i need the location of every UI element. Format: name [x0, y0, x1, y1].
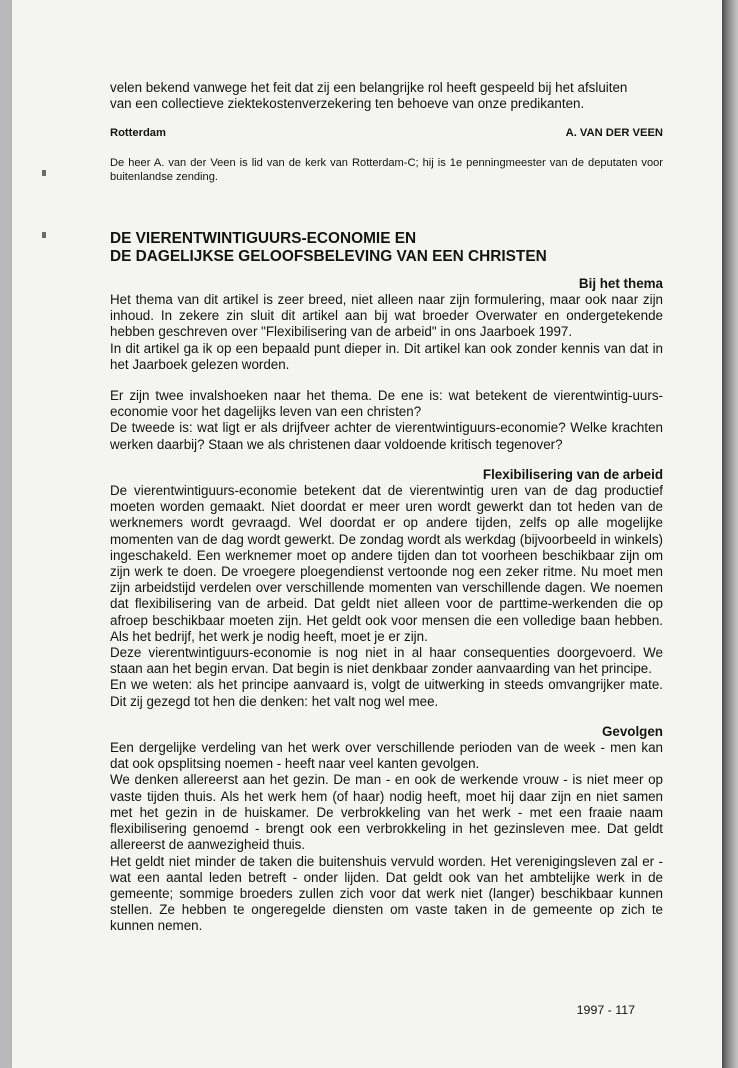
scan-edge	[722, 0, 738, 1068]
article-title-line: DE VIERENTWINTIGUURS-ECONOMIE EN	[110, 229, 417, 247]
paragraph: Het thema van dit artikel is zeer breed, niet alleen naar zijn formulering, maar ook naar zijn inhoud. In zekere zin sluit dit artikel aan bij wat broeder Overwater en ondergetekende hebben geschreven over "Flexibilisering van de arbeid" in ons Jaarboek 1997.	[110, 292, 663, 340]
document-page	[12, 0, 722, 1068]
signature-row	[110, 125, 663, 141]
paragraph: De tweede is: wat ligt er als drijfveer achter de vierentwintiguurs-economie? Welke krachten werken daarbij? Staan we als christenen daar voldoende kritisch tegenover?	[110, 420, 663, 452]
section-heading: Gevolgen	[601, 723, 663, 739]
article-title-line: DE DAGELIJKSE GELOOFSBELEVING VAN EEN CHRISTEN	[110, 248, 547, 266]
section-heading: Bij het thema	[578, 275, 663, 291]
paragraph: Het geldt niet minder de taken die buitenshuis vervuld worden. Het verenigingsleven zal er - wat een aantal leden betreft - onder lijden. Dat geldt ook van het ambtelijke werk in de gemeente; sommige broeders zullen zich voor dat werk niet (langer) beschikbaar kunnen stellen. Ze hebben te ongeregelde diensten om vaste taken in de gemeente op zich te kunnen nemen.	[110, 853, 663, 934]
intro-line: van een collectieve ziektekostenverzekering ten behoeve van onze predikanten.	[110, 96, 585, 112]
article-title	[110, 230, 663, 267]
paragraph: De vierentwintiguurs-economie betekent dat de vierentwintig uren van de dag productief moeten worden gemaakt. Niet doordat er meer uren wordt gewerkt dan tot heden van de werknemers wordt gevraagd. Wel doordat er op andere tijden, zelfs op alle mogelijke momenten van de dag wordt gewerkt. De zondag wordt als werkdag (bijvoorbeeld in winkels) ingeschakeld. Een werknemer moet op andere tijden dan tot voorheen beschikbaar zijn om zijn werk te doen. De vroegere ploegendienst vertoonde nog een zeker ritme. Nu moet men zijn arbeidstijd verdelen over verschillende momenten van verschillende dagen. We noemen dat flexibilisering van de arbeid. Dat geldt niet alleen voor de parttime-werkenden die op afroep beschikbaar moeten zijn. Het geldt ook voor mensen die een volledige baan hebben. Als het bedrijf, het werk je nodig heeft, moet je er zijn.	[110, 483, 663, 644]
page-number: 1997 - 117	[576, 1003, 635, 1017]
author-note: De heer A. van der Veen is lid van de kerk van Rotterdam-C; hij is 1e penningmeester van de deputaten voor buitenlandse zending.	[110, 156, 663, 184]
paragraph: Er zijn twee invalshoeken naar het thema. De ene is: wat betekent de vierentwintig-uurs-economie voor het dagelijks leven van een christen?	[110, 388, 663, 420]
scan-mark	[42, 232, 46, 238]
intro-line: velen bekend vanwege het feit dat zij een belangrijke rol heeft gespeeld bij het afsluiten	[110, 80, 628, 95]
paragraph: Een dergelijke verdeling van het werk over verschillende perioden van de week - men kan dat ook opsplitsing noemen - heeft naar veel kanten gevolgen.	[110, 740, 663, 772]
paragraph: En we weten: als het principe aanvaard is, volgt de uitwerking in steeds omvangrijker mate. Dit zij gezegd tot hen die denken: het valt nog wel mee.	[110, 677, 663, 709]
signature-author: A. VAN DER VEEN	[565, 127, 663, 140]
scan-mark	[42, 170, 46, 176]
paragraph: In dit artikel ga ik op een bepaald punt dieper in. Dit artikel kan ook zonder kennis van dat in het Jaarboek gelezen worden.	[110, 340, 663, 372]
paragraph: Deze vierentwintiguurs-economie is nog niet in al haar consequenties doorgevoerd. We staan aan het begin ervan. Dat begin is niet denkbaar zonder aanvaarding van het principe.	[110, 645, 663, 677]
signature-place: Rotterdam	[110, 127, 166, 140]
page-content	[110, 80, 663, 935]
paragraph: We denken allereerst aan het gezin. De man - en ook de werkende vrouw - is niet meer op vaste tijden thuis. Als het werk hem (of haar) nodig heeft, moet hij daar zijn en niet samen met het gezin in de huiskamer. De verbrokkeling van het werk - met een fraaie naam flexibilisering genoemd - brengt ook een verbrokkeling in het gezinsleven mee. Dat geldt allereerst de aanwezigheid thuis.	[110, 772, 663, 853]
section-heading: Flexibilisering van de arbeid	[482, 466, 663, 482]
